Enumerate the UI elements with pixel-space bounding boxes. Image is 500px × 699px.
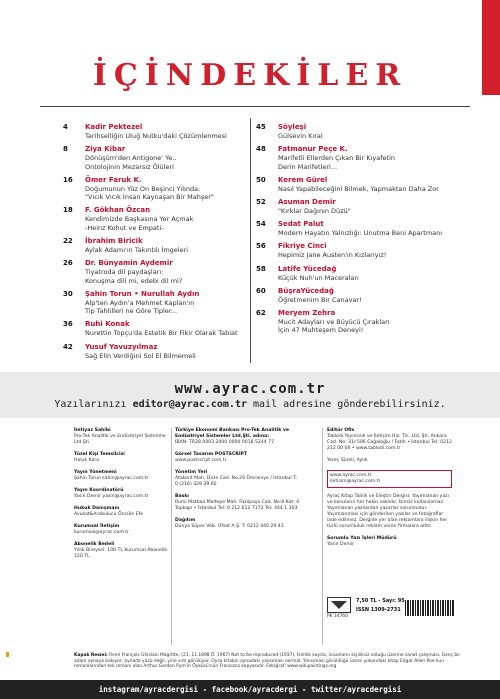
social-footer[interactable]: instagram/ayracdergisi - facebook/ayracdergi - twitter/ayracdergisi [0, 680, 500, 699]
toc-author: Kerem Gürel [278, 175, 328, 184]
toc-author: Dr. Bünyamin Aydemir [85, 259, 173, 268]
toc-page-number: 8 [63, 145, 68, 154]
imprint-heading: Dağıtım [175, 518, 196, 523]
imprint-block [327, 428, 452, 452]
toc-entry[interactable] [256, 242, 481, 259]
toc-article-title: Küçük Nuh'un Maceraları [278, 273, 359, 282]
toc-author: F. Gökhan Özcan [85, 206, 151, 215]
toc-author: Söyleşi [278, 123, 307, 131]
imprint-block [74, 470, 169, 482]
toc-author: BüşraYücedağ [278, 286, 334, 295]
toc-page-number: 56 [256, 242, 266, 251]
toc-page-number: 54 [256, 220, 266, 229]
imprint-heading: Editör Ofis [327, 428, 355, 433]
toc-author: Meryem Zehra [278, 309, 336, 318]
toc-article-title: Konuşma dili mi, edebi dil mi? [85, 276, 183, 285]
post-logo-icon [327, 597, 351, 613]
imprint-text: Rumi Matbaa Maltepe Mah. Fazılpaşa Cad. No:8 Kat: 4 Topkapı • İstanbul Tel: 0 212 612 7172 Tel: 444 1 303 [175, 500, 300, 511]
site-box-url[interactable]: www.ayrac.com.tr [330, 473, 372, 478]
issn-label: ISSN 1309-2731 [356, 607, 401, 613]
contents-right-column [256, 123, 481, 340]
imprint-block [327, 458, 452, 464]
imprint-heading: Kurumsal İletişim [74, 524, 120, 529]
toc-article-title: "Vıcık Vıcık İnsan Kaynaşan Bir Mahşer" [85, 193, 214, 202]
toc-entry[interactable] [63, 176, 248, 202]
imprint-text: Dünya Süper Veb. Ofset A.Ş. T: 0212 440 29 43 [175, 524, 284, 529]
toc-author: Latife Yücedağ [278, 264, 337, 273]
toc-article-title: Derin Marifetleri... [278, 162, 338, 171]
toc-article-title: Marifetli Ellerden Çıkan Bir Kıyafetin [278, 154, 395, 163]
toc-entry[interactable] [63, 145, 248, 171]
column-divider [250, 118, 251, 363]
toc-page-number: 50 [256, 175, 266, 184]
toc-article-title: Mucit Adayları ve Büyücü Çırakları [278, 318, 390, 327]
toc-article-title: Öğretmenim Bir Canavar! [278, 295, 362, 304]
toc-entry[interactable] [256, 287, 481, 304]
imprint-block [175, 470, 300, 488]
pk-number: PK 34760 [327, 614, 348, 619]
price-label: 7,50 TL - Sayı: 95 [356, 598, 405, 604]
toc-entry[interactable] [63, 320, 248, 337]
toc-article-title: İçin 47 Muhteşem Deneyi! [278, 326, 364, 335]
toc-entry[interactable] [256, 265, 481, 282]
toc-article-title: Hepimiz Jane Austen'ın Kızlarıyız! [278, 251, 387, 260]
toc-article-title: Modern Hayatın Yalnızlığı: Unutma Beni Apartmanı [278, 229, 443, 238]
imprint-heading: Yayın Koordinatörü [74, 488, 124, 493]
cover-credit-label: Kapak Resmi: [74, 653, 108, 658]
toc-page-number: 26 [63, 259, 73, 268]
editor-email-link[interactable]: editor@ayrac.com.tr [132, 399, 247, 410]
toc-article-title: "Kırklar Dağının Düzü" [278, 207, 351, 216]
toc-author: Ruhi Konak [85, 320, 130, 329]
imprint-block [74, 524, 169, 536]
toc-page-number: 4 [63, 123, 68, 131]
imprint-heading: Yönetim Yeri [175, 470, 208, 475]
toc-article-title: Nurettin Topçu'da Estetik Bir Fikir Olarak Tabiat [85, 329, 238, 338]
toc-article-title: -Heinz Kohut ve Empati- [85, 223, 164, 232]
toc-article-title: Dönüşüm'den Antigone' Ye.. [85, 154, 177, 163]
toc-article-title: Gülsevin Kıral [278, 132, 323, 140]
toc-article-title: Tiyatroda dil paydaşları: [85, 268, 164, 277]
corner-mark [6, 652, 9, 657]
imprint-heading: İmtiyaz Sahibi [74, 428, 111, 433]
page-title: İÇİNDEKİLER [92, 58, 408, 93]
submit-before: Yazılarınızı [54, 399, 133, 410]
imprint-text: Yıllık Bireysel: 100 TL Kurumsal Abonelik: 120 TL [74, 548, 169, 559]
toc-page-number: 18 [63, 206, 73, 215]
cover-credit-text: René François Ghislain Magritte, (21. 11.1898 Ö. 1967) Not to be reproduced (1937), İsimlik kayıta, insanların kişiliksiz olduğu üzerine sanat çalışması. Genç bir adam aynaya bakıyor, aynada yüzü değil, yine sırtı görülüyor. Oysa kitabın aynadaki yansıması normal. Yansıması görüldüğü üzere yukarıdaki kitap Edgar Allen Poe'nun romanlarından tek romanı olan Arthur Gordon Pym'in Öyküsü'nün Fransızca kopyasıdır. Fotoğraf: www.wikipaintings.org [74, 653, 461, 670]
toc-article-title: Tip Tahlilleri ne Göre Tipler... [85, 307, 178, 316]
imprint-block [74, 452, 169, 464]
imprint-text: Yerel, Süreli, Aylık [327, 458, 368, 463]
imprint-text: Haluk Kara [74, 458, 100, 463]
toc-page-number: 48 [256, 145, 266, 154]
toc-page-number: 22 [63, 237, 73, 246]
imprint-text: Şahin Torun sahin@ayrac.com.tr [74, 476, 149, 481]
imprint-column-1 [74, 428, 169, 566]
toc-article-title: Alp'ten Aydın'a Mehmet Kaplan'ın [85, 298, 195, 307]
toc-author: Ömer Faruk K. [85, 175, 142, 184]
toc-entry[interactable] [63, 123, 248, 140]
toc-article-title: Kendimizde Başkasına Yer Açmak [85, 215, 194, 224]
barcode-icon [405, 600, 455, 616]
imprint-block [327, 494, 452, 530]
imprint-block [175, 518, 300, 530]
cover-credit [74, 653, 464, 670]
toc-article-title: Tarihselliğin Uluğ Nutku'daki Çözümlenmesi [85, 132, 227, 140]
imprint-text: Yasin Demir yasin@ayrac.com.tr [74, 494, 149, 499]
imprint-text: Pro-Tek Analitik ve Endüstriyel Sistemler Ltd.Şti. [74, 434, 167, 445]
submit-after: mail adresine gönderebilirsiniz. [246, 399, 446, 410]
imprint-column-2 [175, 428, 300, 536]
imprint-heading: Abonelik Bedeli [74, 542, 115, 547]
toc-entry[interactable] [63, 206, 248, 232]
contents-left-column [63, 123, 248, 365]
imprint-heading: Sorumlu Yazı İşleri Müdürü [327, 536, 397, 541]
toc-entry[interactable] [256, 176, 481, 193]
toc-author: Yusuf Yavuzyılmaz [85, 342, 158, 351]
toc-entry[interactable] [63, 237, 248, 254]
toc-entry[interactable] [256, 309, 481, 335]
toc-author: Asuman Demir [278, 198, 336, 207]
toc-page-number: 30 [63, 289, 73, 298]
site-box-email[interactable]: iletisim@ayrac.com.tr [330, 479, 381, 484]
toc-author: Şahin Torun • Nurullah Aydın [85, 289, 200, 298]
toc-article-title: Ontolojinin Mezarsız Ölüleri [85, 162, 174, 171]
imprint-text: Atakent Mah. Dicle Cad. No.29 Ümraniye / İstanbul T: 0 (216) 329 39 60 [175, 476, 297, 487]
toc-article-title: Sağ Elin Verdiğini Sol El Bilmemeli [85, 351, 196, 360]
imprint-block [327, 536, 452, 548]
toc-article-title: Nasıl Yapabileceğini Bilmek, Yapmaktan Daha Zor [278, 184, 439, 193]
toc-entry[interactable] [63, 290, 248, 316]
toc-entry[interactable] [63, 343, 248, 360]
title-rule [40, 106, 470, 107]
toc-author: Ziya Kibar [85, 145, 126, 154]
imprint-heading: Görsel Tasarım POSTSCRIPT [175, 452, 248, 457]
toc-author: Fatmanur Peçe K. [278, 145, 348, 154]
submit-note [0, 399, 500, 410]
imprint-text: www.postscript.com.tr [175, 458, 227, 463]
imprint-block [175, 428, 300, 446]
toc-entry[interactable] [256, 123, 481, 140]
toc-page-number: 62 [256, 309, 266, 318]
site-contact-box [327, 470, 452, 488]
imprint-divider [171, 428, 172, 645]
imprint-text: Yasin Demir [327, 542, 355, 547]
toc-page-number: 60 [256, 286, 266, 295]
imprint-column-3 [327, 428, 452, 554]
toc-entry[interactable] [256, 220, 481, 237]
toc-page-number: 42 [63, 342, 73, 351]
toc-page-number: 58 [256, 264, 266, 273]
imprint-text: IBAN: TR28 0003 2000 0000 0018 5244 77 [175, 440, 274, 445]
imprint-block [74, 542, 169, 560]
imprint-block [175, 452, 300, 464]
toc-author: Fikriye Cinci [278, 242, 327, 251]
imprint-block [74, 428, 169, 446]
imprint-block [175, 494, 300, 512]
imprint-text: Ayraç Kitap Tahlili ve Eleştiri Dergisi; Yayımlanan yazı ve konuların her hakkı saklıdır. İzinsiz kullanılamaz. Yayımlanan yazılardan yazarlar sorumludur. Yayımlanması için gönderilen yazılar ve fotoğraflar iade edilmez. Dergide yer alan reklamlara ilişkin her türlü sorumluluk reklam veren firmalara aittir. [327, 494, 449, 529]
imprint-text: kurumsal@ayrac.com.tr [74, 530, 129, 535]
toc-author: Kadir Pektezel [85, 123, 143, 131]
imprint-text: Tablodi Yayıncılık ve İletişim Hiz. Tic. Ltd. Şti. Ankara Cad. No: 31/ 506 Cağaloğlu / Fatih • İstanbul Tel: 0212 212 00 06 • www.tablodi.com.tr [327, 434, 452, 451]
toc-entry[interactable] [256, 145, 481, 171]
toc-page-number: 16 [63, 175, 73, 184]
website-link[interactable]: www.ayrac.com.tr [174, 381, 326, 397]
imprint-block [74, 506, 169, 518]
imprint-heading: Baskı [175, 494, 189, 499]
imprint-divider [322, 428, 323, 645]
toc-entry[interactable] [63, 259, 248, 285]
imprint-heading: Türkiye Ekonomi Bankası Pro-Tek Analitik ve Endüstriyel Sistemler Ltd.Şti. adına: [175, 428, 290, 439]
toc-article-title: Aylak Adamı'ın Takıntılı İmgeleri [85, 246, 189, 255]
imprint-heading: Hukuk Danışmanı [74, 506, 120, 511]
toc-page-number: 45 [256, 123, 266, 131]
toc-author: İbrahim Biricik [85, 237, 143, 246]
toc-author: Sedat Palut [278, 220, 324, 229]
imprint-heading: Tüzel Kişi Temsilcisi [74, 452, 125, 457]
toc-article-title: Doğumunun Yüz On Beşinci Yılında: [85, 184, 201, 193]
imprint-heading: Yayın Yönetmeni [74, 470, 117, 475]
imprint-text: Avukat&Arabulucu Öncüle Efe [74, 512, 143, 517]
toc-entry[interactable] [256, 198, 481, 215]
toc-page-number: 36 [63, 320, 73, 329]
toc-page-number: 52 [256, 198, 266, 207]
imprint-block [74, 488, 169, 500]
